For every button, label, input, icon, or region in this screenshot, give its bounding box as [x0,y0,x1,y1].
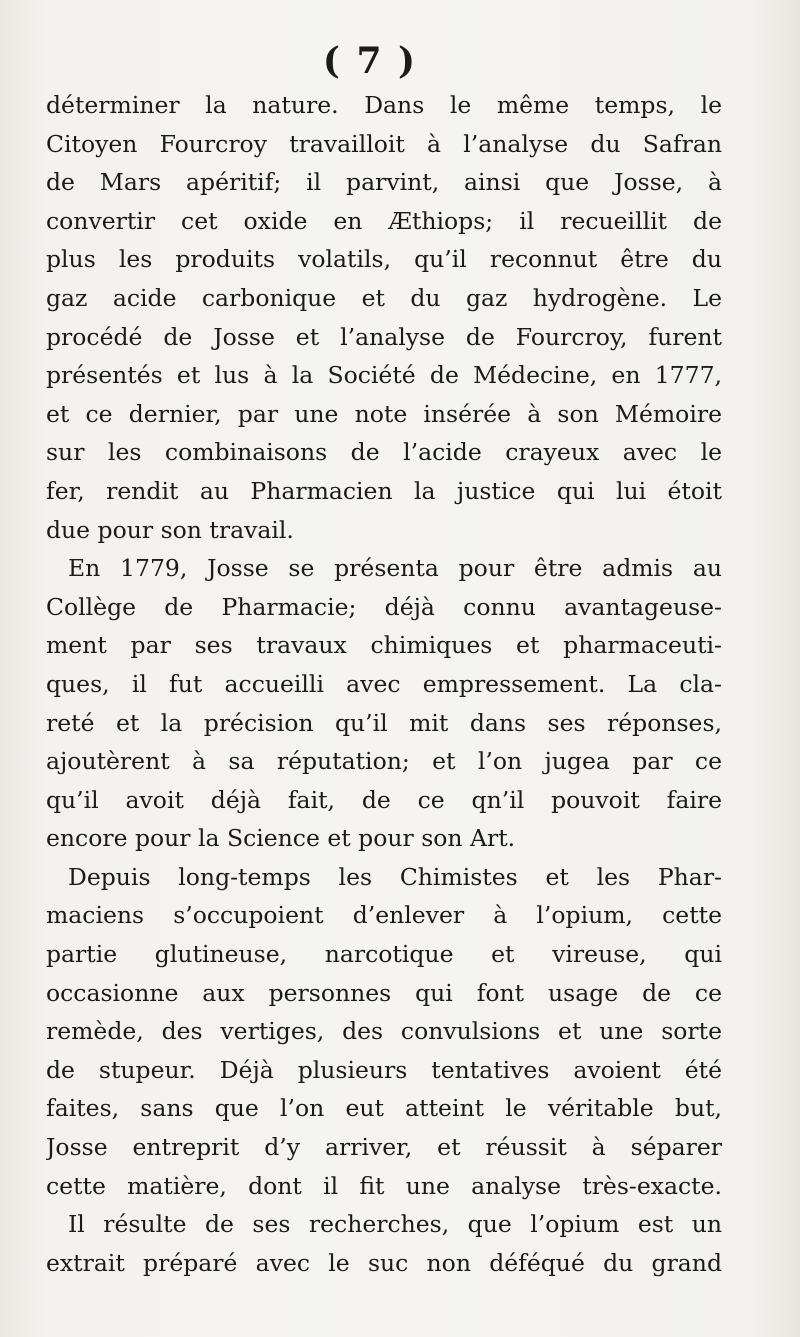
text-line: qu’il avoit déjà fait, de ce qn’il pouvoit faire [46,785,722,814]
text-line: En 1779, Josse se présenta pour être admis au [68,554,722,583]
text-line: et ce dernier, par une note insérée à son Mémoire [46,399,722,428]
text-line: Citoyen Fourcroy travailloit à l’analyse du Safran [46,129,722,158]
text-line: présentés et lus à la Société de Médecine, en 1777, [46,361,722,390]
text-line: extrait préparé avec le suc non déféqué du grand [46,1248,722,1277]
text-line: gaz acide carbonique et du gaz hydrogène. Le [46,283,722,312]
text-line: ajoutèrent à sa réputation; et l’on jugea par ce [46,747,722,776]
page-number: ( 7 ) [322,40,418,82]
text-line: encore pour la Science et pour son Art. [46,824,516,853]
text-line: cette matière, dont il fit une analyse très-exacte. [46,1171,722,1200]
text-line: ques, il fut accueilli avec empressement. La cla- [46,669,722,698]
text-line: procédé de Josse et l’analyse de Fourcroy, furent [46,322,722,351]
page-body-text [46,86,722,1282]
text-line: partie glutineuse, narcotique et vireuse, qui [46,940,722,969]
text-line: sur les combinaisons de l’acide crayeux avec le [46,438,722,467]
text-line: remède, des vertiges, des convulsions et une sorte [46,1017,722,1046]
text-line: de stupeur. Déjà plusieurs tentatives avoient été [46,1055,722,1084]
text-line: Depuis long-temps les Chimistes et les Phar- [68,862,722,891]
text-line: maciens s’occupoient d’enlever à l’opium, cette [46,901,722,930]
text-line: reté et la précision qu’il mit dans ses réponses, [46,708,722,737]
text-line: fer, rendit au Pharmacien la justice qui lui étoit [46,476,722,505]
text-line: Collège de Pharmacie; déjà connu avantageuse- [46,592,722,621]
text-line: due pour son travail. [46,515,294,544]
text-line: plus les produits volatils, qu’il reconnut être du [46,245,722,274]
text-line: faites, sans que l’on eut atteint le véritable but, [46,1094,722,1123]
text-line: de Mars apéritif; il parvint, ainsi que Josse, à [46,168,722,197]
text-line: occasionne aux personnes qui font usage de ce [46,978,722,1007]
text-line: Josse entreprit d’y arriver, et réussit à séparer [46,1133,722,1162]
text-line: ment par ses travaux chimiques et pharmaceuti- [46,631,722,660]
text-line: Il résulte de ses recherches, que l’opium est un [68,1210,722,1239]
text-line: déterminer la nature. Dans le même temps, le [46,91,722,119]
text-line: convertir cet oxide en Æthiops; il recueillit de [46,206,722,235]
